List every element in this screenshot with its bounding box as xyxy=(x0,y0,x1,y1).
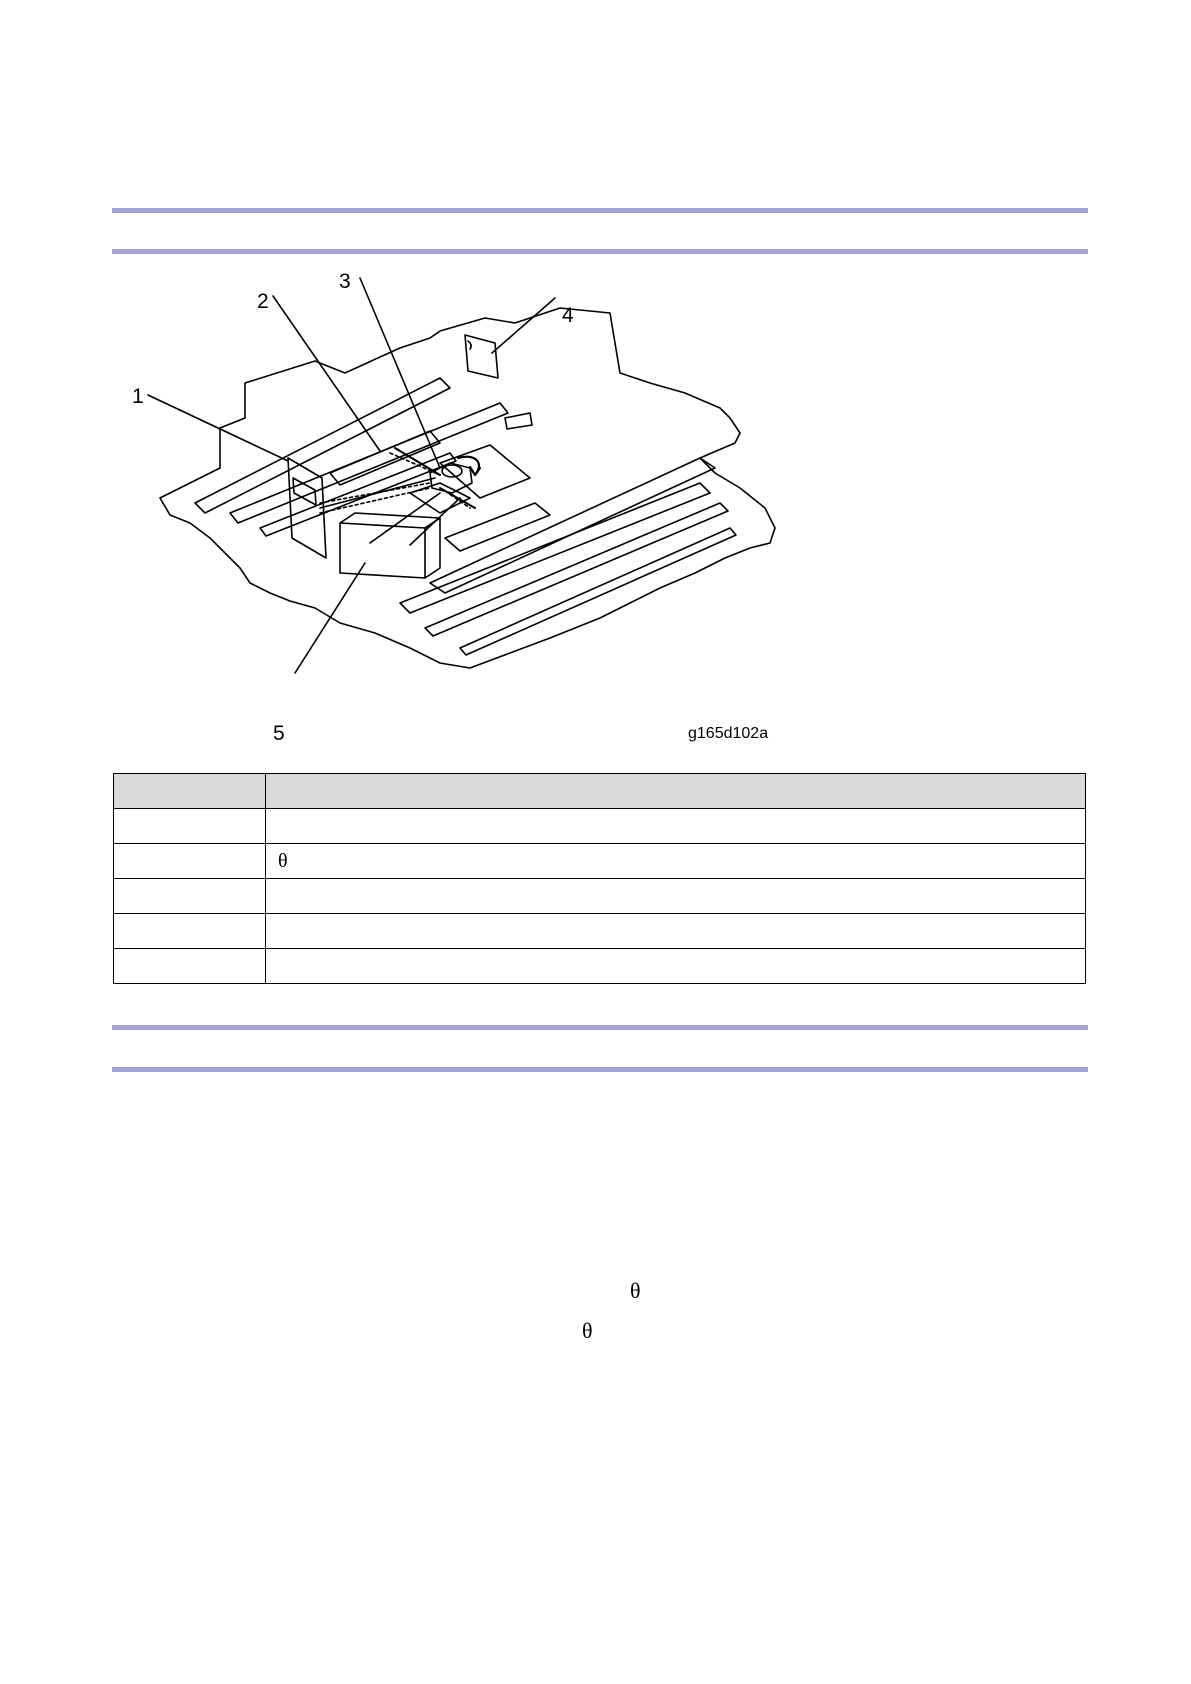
row-no xyxy=(114,949,266,984)
header-description xyxy=(266,774,1086,809)
row-name xyxy=(266,949,1086,984)
parts-table xyxy=(113,773,1086,984)
body-theta-2: θ xyxy=(582,1318,593,1343)
polygon-mirror-diagram xyxy=(132,270,790,758)
polygon-hub xyxy=(442,465,462,477)
figure-id: g165d102a xyxy=(688,725,769,742)
section-rule-mid-1 xyxy=(112,1025,1088,1030)
table-header-row xyxy=(114,774,1086,809)
rail-right-2 xyxy=(400,483,710,613)
row-name: θ xyxy=(266,844,1086,879)
body-theta-1: θ xyxy=(630,1278,641,1303)
mirror-5 xyxy=(340,523,425,578)
table-row xyxy=(114,844,1086,879)
leader-1 xyxy=(148,395,288,461)
section-rule-top-2 xyxy=(112,249,1088,254)
sensor-4 xyxy=(465,335,498,378)
mirror-5-side xyxy=(425,518,440,578)
callout-2: 2 xyxy=(257,290,269,313)
section-rule-mid-2 xyxy=(112,1067,1088,1072)
row-no xyxy=(114,809,266,844)
section-rule-top-1 xyxy=(112,208,1088,213)
lens-2 xyxy=(445,503,550,551)
header-no xyxy=(114,774,266,809)
row-no xyxy=(114,879,266,914)
leader-4 xyxy=(492,298,555,353)
callout-1: 1 xyxy=(132,385,144,408)
small-block xyxy=(505,413,532,429)
row-name xyxy=(266,809,1086,844)
laser-unit-illustration xyxy=(132,270,790,758)
callout-3: 3 xyxy=(339,270,351,293)
sensor-4-notch xyxy=(468,341,471,349)
row-no xyxy=(114,914,266,949)
row-name xyxy=(266,879,1086,914)
rail-right-3 xyxy=(425,503,728,636)
beam-dotted-2 xyxy=(320,488,430,513)
row-name xyxy=(266,914,1086,949)
rail-right-1 xyxy=(430,458,715,593)
row-no xyxy=(114,844,266,879)
callout-4: 4 xyxy=(562,304,574,327)
ftheta-lens xyxy=(330,431,440,485)
leader-2 xyxy=(273,296,380,451)
table-row xyxy=(114,949,1086,984)
leader-5 xyxy=(295,563,365,673)
callout-5: 5 xyxy=(273,722,285,745)
table-row xyxy=(114,914,1086,949)
rail-right-4 xyxy=(460,528,736,655)
table-row xyxy=(114,809,1086,844)
table-row xyxy=(114,879,1086,914)
